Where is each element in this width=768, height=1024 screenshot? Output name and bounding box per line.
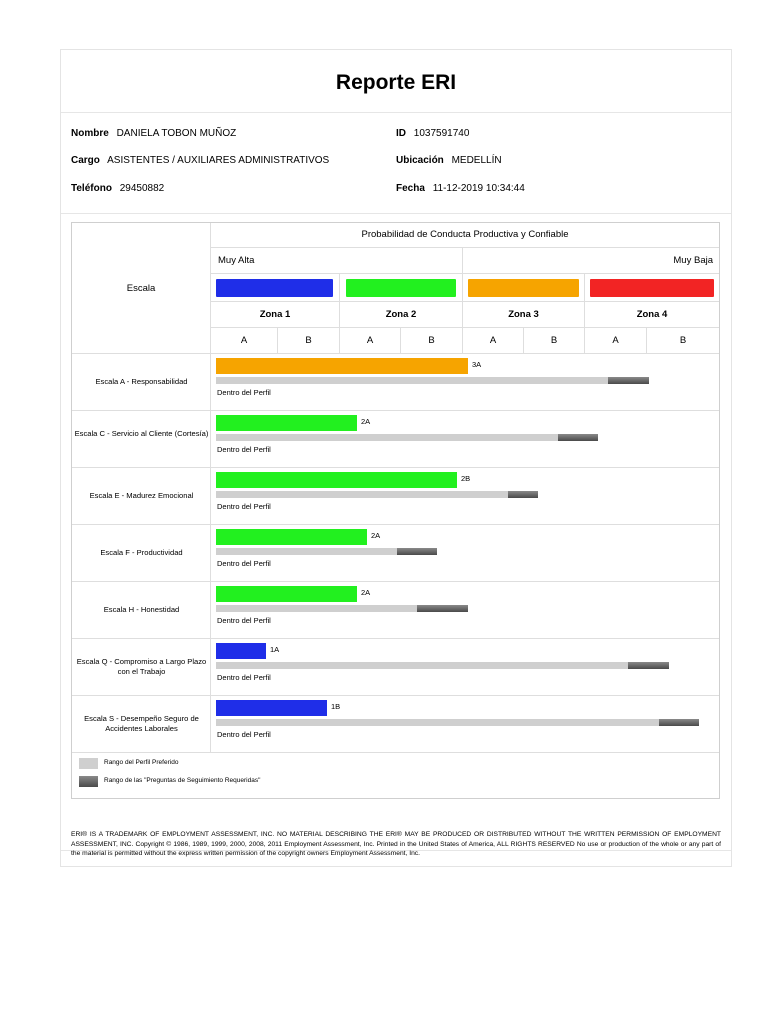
scale-label: Escala E - Madurez Emocional xyxy=(89,491,194,500)
fecha-label: Fecha xyxy=(396,183,425,194)
score-bar xyxy=(216,529,367,545)
grid-line xyxy=(72,467,719,468)
grid-line xyxy=(210,223,211,753)
zone-3-color-bar xyxy=(468,279,579,297)
id-label: ID xyxy=(396,128,406,139)
table-header: Probabilidad de Conducta Productiva y Confiable xyxy=(361,229,569,240)
status-label: Dentro del Perfil xyxy=(217,559,271,568)
scale-label: Escala S - Desempeño Seguro de Accidentes Laborales xyxy=(84,714,199,733)
scale-label: Escala F - Productividad xyxy=(100,548,183,557)
zone-1-b-label: B xyxy=(305,335,312,346)
zone-1-color-bar xyxy=(216,279,333,297)
ubicacion-value: MEDELLÍN xyxy=(451,155,502,166)
grid-line xyxy=(72,752,719,753)
zone-2-b-label: B xyxy=(428,335,435,346)
legend-followup-swatch xyxy=(79,776,98,787)
followup-range-bar xyxy=(508,491,538,498)
divider xyxy=(61,213,731,214)
followup-range-bar xyxy=(558,434,598,441)
telefono-value: 29450882 xyxy=(119,183,165,194)
preferred-range-bar xyxy=(216,605,417,612)
legend-preferred-swatch xyxy=(79,758,98,769)
level-label: 2A xyxy=(361,588,371,597)
status-label: Dentro del Perfil xyxy=(217,673,271,682)
muy-baja-label: Muy Baja xyxy=(673,255,713,266)
field-telefono xyxy=(71,183,164,194)
grid-line xyxy=(72,638,719,639)
grid-line xyxy=(210,247,719,248)
zone-4-label: Zona 4 xyxy=(636,309,668,320)
fecha-value: 11-12-2019 10:34:44 xyxy=(432,183,525,194)
score-bar xyxy=(216,358,468,374)
page-title: Reporte ERI xyxy=(61,50,731,113)
followup-range-bar xyxy=(397,548,437,555)
field-id xyxy=(396,128,469,139)
muy-alta-label: Muy Alta xyxy=(218,255,255,266)
score-bar xyxy=(216,643,266,659)
scale-label: Escala A - Responsabilidad xyxy=(95,377,188,386)
scale-label: Escala H - Honestidad xyxy=(103,605,180,614)
status-label: Dentro del Perfil xyxy=(217,388,271,397)
level-label: 3A xyxy=(472,360,482,369)
zone-3-a-label: A xyxy=(489,335,497,346)
field-fecha xyxy=(396,183,525,194)
preferred-range-bar xyxy=(216,434,558,441)
followup-range-bar xyxy=(628,662,669,669)
grid-line xyxy=(72,353,719,354)
score-bar xyxy=(216,586,357,602)
preferred-range-bar xyxy=(216,548,397,555)
status-label: Dentro del Perfil xyxy=(217,616,271,625)
grid-line xyxy=(210,301,719,302)
zone-2-color-bar xyxy=(346,279,456,297)
zone-2-a-label: A xyxy=(366,335,374,346)
cargo-value: ASISTENTES / AUXILIARES ADMINISTRATIVOS xyxy=(107,155,330,166)
nombre-label: Nombre xyxy=(71,128,109,139)
score-bar xyxy=(216,472,457,488)
level-label: 1A xyxy=(270,645,280,654)
copyright-footer: ERI® IS A TRADEMARK OF EMPLOYMENT ASSESSMENT, INC. NO MATERIAL DESCRIBING THE ERI® MAY BE PRODUCED OR DISTRIBUTED WITHOUT THE WRITTEN PERMISSION OF EMPLOYMENT ASSESSMENT, INC. Copyright © 1986, 1989, 1999, 2000, 2008, 2011 Employment Assessment, Inc. Printed in the United States of America, ALL RIGHTS RESERVED No use or production of the whole or any part of the material is permitted without the express written permission of the copyright owners Employment Assessment, Inc. xyxy=(71,831,721,858)
status-label: Dentro del Perfil xyxy=(217,445,271,454)
scale-label: Escala C - Servicio al Cliente (Cortesía) xyxy=(74,429,209,438)
field-cargo xyxy=(71,155,329,166)
preferred-range-bar xyxy=(216,662,628,669)
grid-line xyxy=(210,327,719,328)
grid-line xyxy=(72,695,719,696)
zone-3-b-label: B xyxy=(550,335,558,346)
telefono-label: Teléfono xyxy=(71,183,112,194)
preferred-range-bar xyxy=(216,719,659,726)
zone-4-color-bar xyxy=(590,279,714,297)
ubicacion-label: Ubicación xyxy=(396,155,444,166)
preferred-range-bar xyxy=(216,377,608,384)
legend-preferred-label: Rango del Perfil Preferido xyxy=(104,759,179,766)
scale-label: Escala Q - Compromiso a Largo Plazo con el Trabajo xyxy=(76,657,207,676)
grid-line xyxy=(72,581,719,582)
level-label: 2A xyxy=(371,531,381,540)
status-label: Dentro del Perfil xyxy=(217,502,271,511)
level-label: 2A xyxy=(361,417,371,426)
status-label: Dentro del Perfil xyxy=(217,730,271,739)
level-label: 1B xyxy=(331,702,341,711)
score-bar xyxy=(216,700,327,716)
level-label: 2B xyxy=(461,474,471,483)
followup-range-bar xyxy=(417,605,468,612)
nombre-value: DANIELA TOBON MUÑOZ xyxy=(116,128,237,139)
followup-range-bar xyxy=(659,719,699,726)
zone-4-b-label: B xyxy=(679,335,687,346)
field-ubicacion xyxy=(396,155,502,166)
field-nombre xyxy=(71,128,236,139)
grid-line xyxy=(72,524,719,525)
escala-header: Escala xyxy=(126,283,156,294)
zone-4-a-label: A xyxy=(612,335,619,346)
followup-range-bar xyxy=(608,377,649,384)
zone-1-a-label: A xyxy=(240,335,248,346)
zone-3-label: Zona 3 xyxy=(508,309,539,320)
legend-followup-label: Rango de las "Preguntas de Seguimiento Requeridas" xyxy=(104,777,261,784)
score-bar xyxy=(216,415,357,431)
grid-line xyxy=(72,410,719,411)
id-value: 1037591740 xyxy=(413,128,470,139)
preferred-range-bar xyxy=(216,491,508,498)
zone-1-label: Zona 1 xyxy=(259,309,291,320)
zone-2-label: Zona 2 xyxy=(385,309,417,320)
grid-line xyxy=(210,273,719,274)
cargo-label: Cargo xyxy=(71,155,100,166)
